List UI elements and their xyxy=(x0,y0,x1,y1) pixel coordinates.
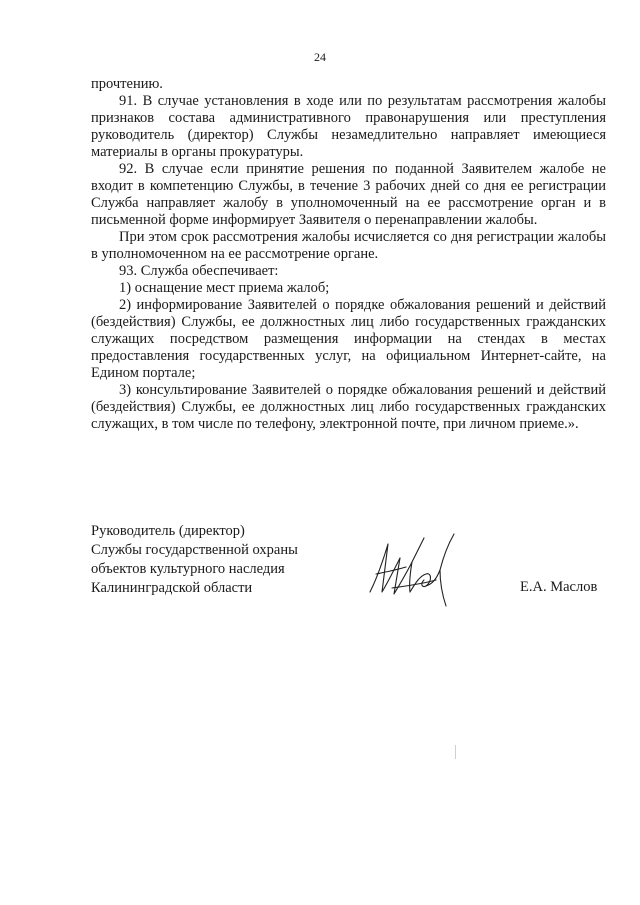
list-item-3: 3) консультирование Заявителей о порядке обжалования решений и действий (бездействия) Службы, ее должностных лиц либо государственных гражданских служащих, в том числе по телефону, электронной почте, при личном приеме.». xyxy=(91,382,606,432)
signatory-title-line: Калининградской области xyxy=(91,580,253,596)
page-number: 24 xyxy=(314,50,326,64)
signatory-title xyxy=(91,522,298,598)
paragraph-item-91: 91. В случае установления в ходе или по результатам рассмотрения жалобы признаков состава административного правонарушения или преступления руководитель (директор) Службы незамедлительно направляет имеющиеся материалы в органы прокуратуры. xyxy=(91,93,606,160)
paragraph-item-92: 92. В случае если принятие решения по поданной Заявителем жалобе не входит в компетенцию Службы, в течение 3 рабочих дней со дня ее регистрации Служба направляет жалобу в уполномоченный на ее рассмотрение орган и в письменной форме информирует Заявителя о перенаправлении жалобы. xyxy=(91,161,606,228)
list-item-1: 1) оснащение мест приема жалоб; xyxy=(119,280,330,296)
paragraph-term-note: При этом срок рассмотрения жалобы исчисляется со дня регистрации жалобы в уполномоченном на ее рассмотрение органе. xyxy=(91,229,606,262)
handwritten-signature xyxy=(362,530,474,610)
signatory-title-line: Руководитель (директор) xyxy=(91,523,245,539)
document-body xyxy=(91,76,606,433)
paragraph-continuation: прочтению. xyxy=(91,76,163,92)
signer-name: Е.А. Маслов xyxy=(520,579,598,595)
list-item-2: 2) информирование Заявителей о порядке обжалования решений и действий (бездействия) Службы, ее должностных лиц либо государственных гражданских служащих посредством размещения информации на стендах в местах предоставления государственных услуг, на официальном Интернет-сайте, на Едином портале; xyxy=(91,297,606,381)
scan-artifact xyxy=(455,745,456,759)
signatory-title-line: объектов культурного наследия xyxy=(91,561,285,577)
paragraph-item-93: 93. Служба обеспечивает: xyxy=(119,263,279,279)
signatory-title-line: Службы государственной охраны xyxy=(91,542,298,558)
